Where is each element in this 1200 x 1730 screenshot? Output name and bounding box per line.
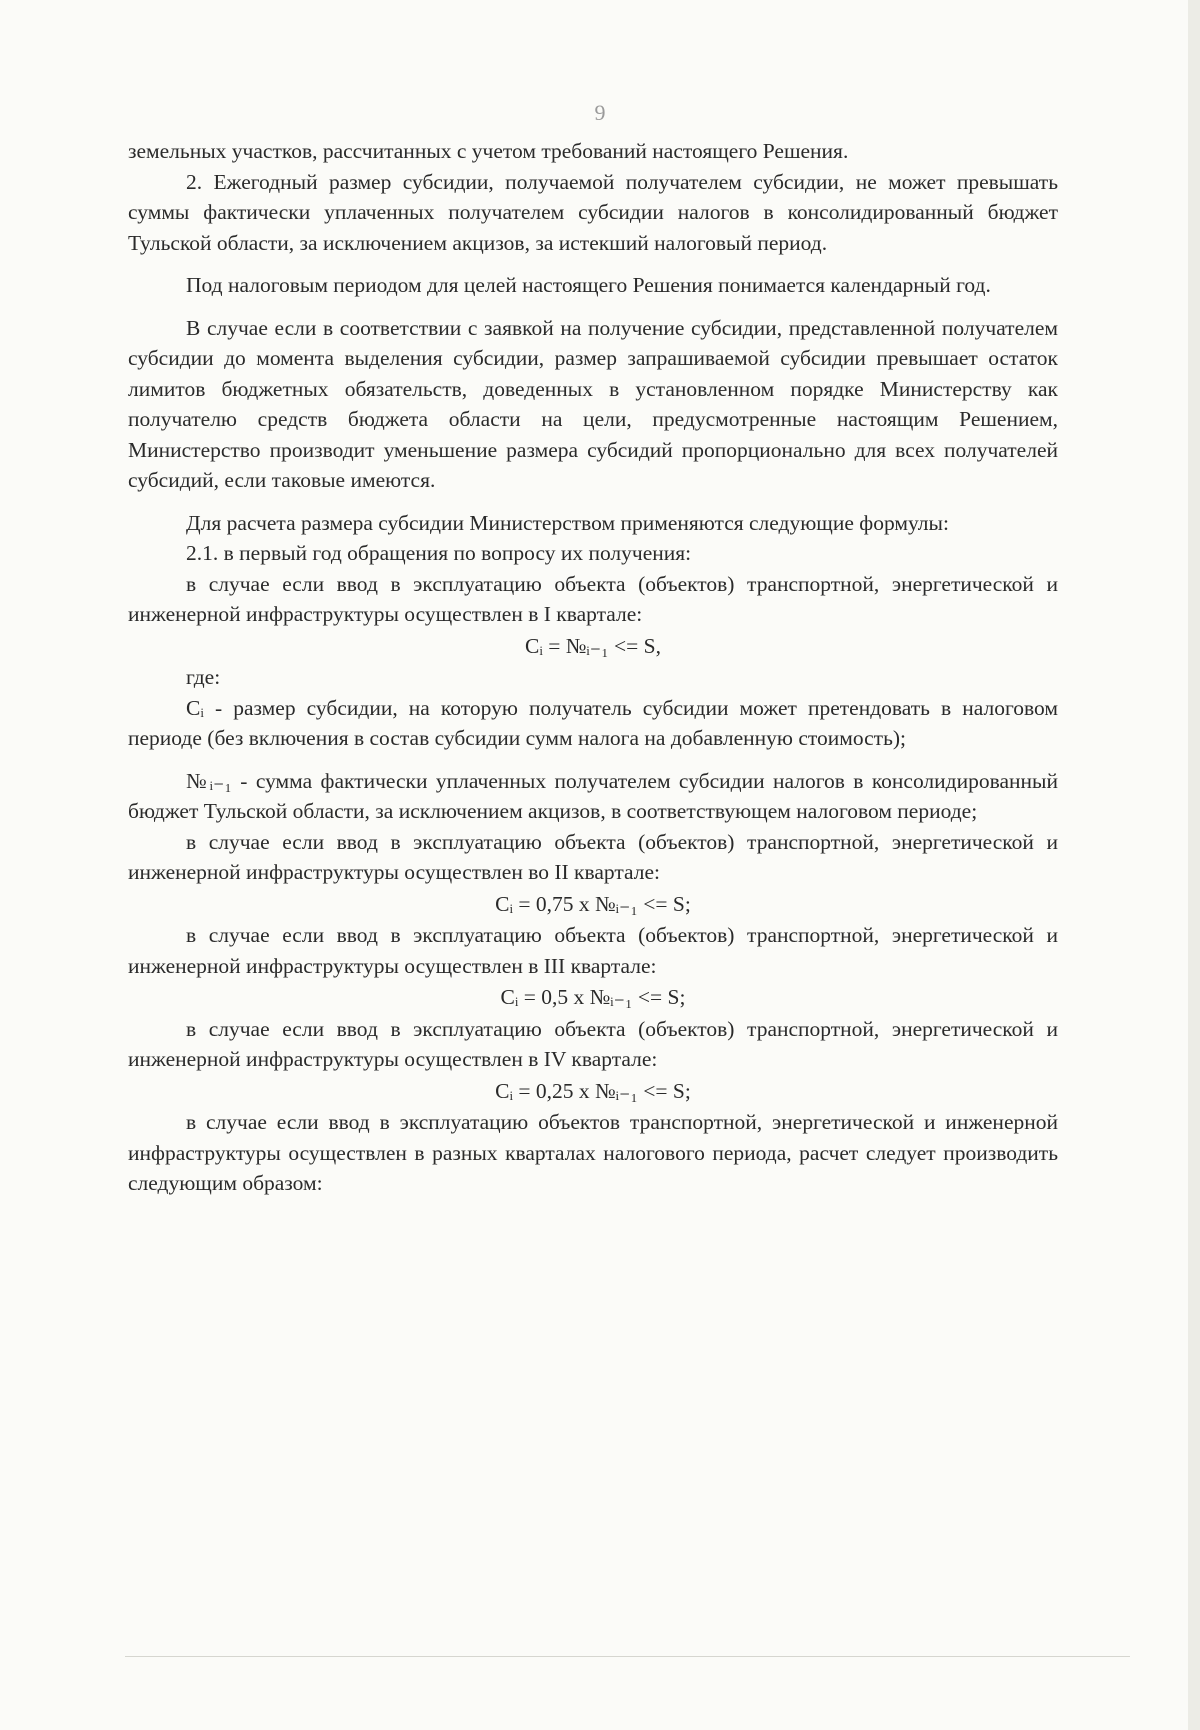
- paragraph-item-2-1: 2.1. в первый год обращения по вопросу их получения:: [186, 541, 692, 565]
- paragraph-quarter-2: в случае если ввод в эксплуатацию объекта (объектов) транспортной, энергетической и инженерной инфраструктуры осуществлен во II квартале:: [128, 829, 1058, 884]
- scan-page-edge: [1188, 0, 1200, 1730]
- paragraph-quarter-3: в случае если ввод в эксплуатацию объекта (объектов) транспортной, энергетической и инженерной инфраструктуры осуществлен в III квартале:: [128, 923, 1058, 978]
- formula-quarter-1: Cᵢ = №ᵢ₋₁ <= S,: [525, 633, 661, 658]
- scan-bottom-line: [125, 1656, 1130, 1657]
- paragraph-quarter-4: в случае если ввод в эксплуатацию объекта (объектов) транспортной, энергетической и инженерной инфраструктуры осуществлен в IV квартале:: [128, 1016, 1058, 1071]
- formula-quarter-3: Cᵢ = 0,5 x №ᵢ₋₁ <= S;: [500, 985, 686, 1009]
- paragraph-where: где:: [186, 665, 221, 689]
- formula-quarter-4: Cᵢ = 0,25 x №ᵢ₋₁ <= S;: [495, 1078, 691, 1103]
- formula-quarter-2: Cᵢ = 0,75 x №ᵢ₋₁ <= S;: [495, 891, 691, 916]
- page-number: 9: [594, 100, 606, 125]
- paragraph-different-quarters: в случае если ввод в эксплуатацию объектов транспортной, энергетической и инженерной инфраструктуры осуществлен в разных кварталах налогового периода, расчет следует производить следующим образом:: [128, 1110, 1058, 1195]
- paragraph-continuation: земельных участков, рассчитанных с учетом требований настоящего Решения.: [128, 139, 849, 163]
- paragraph-item-2: 2. Ежегодный размер субсидии, получаемой получателем субсидии, не может превышать суммы фактически уплаченных получателем субсидии налогов в консолидированный бюджет Тульской области, за исключением акцизов, за истекший налоговый период.: [128, 169, 1058, 255]
- paragraph-quarter-1: в случае если ввод в эксплуатацию объекта (объектов) транспортной, энергетической и инженерной инфраструктуры осуществлен в I квартале:: [128, 571, 1058, 626]
- paragraph-reduction: В случае если в соответствии с заявкой на получение субсидии, представленной получателем субсидии до момента выделения субсидии, размер запрашиваемой субсидии превышает остаток лимитов бюджетных обязательств, доведенных в установленном порядке Министерству как получателю средств бюджета области на цели, предусмотренные настоящим Решением, Министерство производит уменьшение размера субсидий пропорционально для всех получателей субсидий, если таковые имеются.: [128, 315, 1058, 492]
- paragraph-definition-n: №ᵢ₋₁ - сумма фактически уплаченных получателем субсидии налогов в консолидированный бюджет Тульской области, за исключением акцизов, в соответствующем налоговом периоде;: [128, 768, 1058, 823]
- paragraph-formulas-intro: Для расчета размера субсидии Министерством применяются следующие формулы:: [186, 510, 949, 535]
- document-body: [128, 136, 1058, 1199]
- paragraph-tax-period: Под налоговым периодом для целей настоящего Решения понимается календарный год.: [186, 273, 991, 297]
- paragraph-definition-c: Cᵢ - размер субсидии, на которую получатель субсидии может претендовать в налоговом периоде (без включения в состав субсидии сумм налога на добавленную стоимость);: [128, 695, 1058, 750]
